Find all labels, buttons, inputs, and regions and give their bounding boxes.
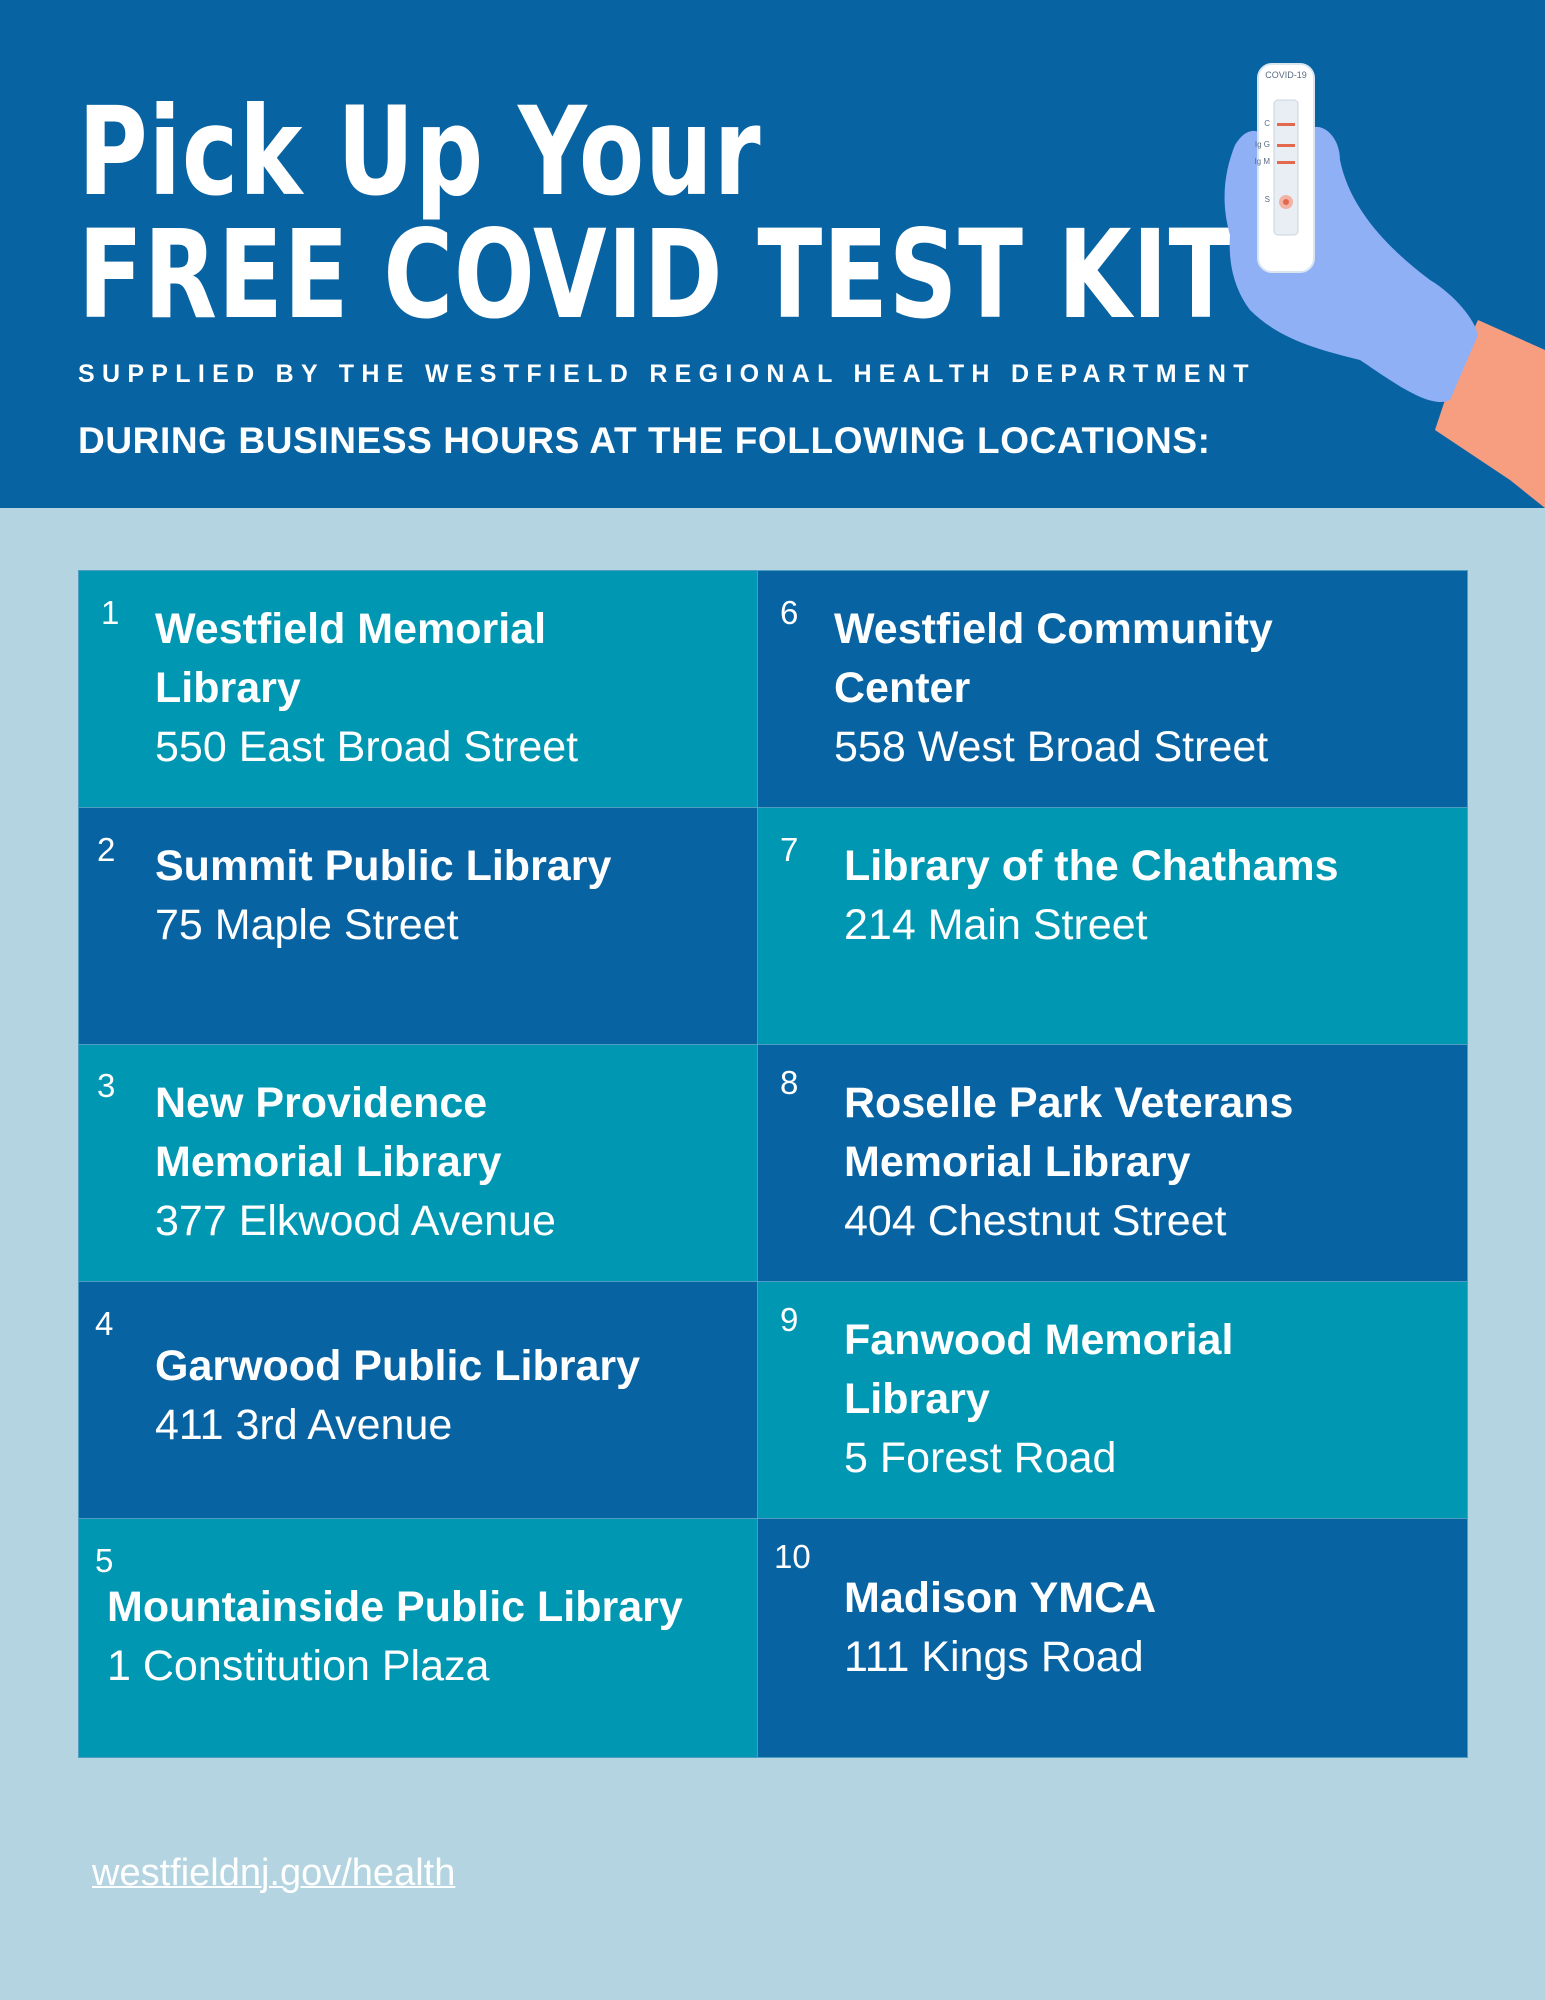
location-address: 558 West Broad Street <box>834 723 1269 771</box>
location-name-line1: Garwood Public Library <box>155 1342 641 1390</box>
location-address: 5 Forest Road <box>844 1434 1117 1482</box>
location-name-line2: Library <box>844 1375 990 1423</box>
location-card-7 <box>757 807 1468 1045</box>
location-number: 2 <box>97 831 116 868</box>
location-address: 377 Elkwood Avenue <box>155 1197 556 1245</box>
location-address: 404 Chestnut Street <box>844 1197 1227 1245</box>
location-address: 1 Constitution Plaza <box>107 1642 490 1690</box>
health-website-link[interactable]: westfieldnj.gov/health <box>92 1852 456 1894</box>
location-number: 6 <box>780 594 799 631</box>
location-name-line1: Roselle Park Veterans <box>844 1079 1294 1127</box>
location-card-1 <box>78 570 758 808</box>
location-name-line2: Memorial Library <box>155 1138 502 1186</box>
location-card-10 <box>757 1518 1468 1758</box>
supplied-by-text: SUPPLIED BY THE WESTFIELD REGIONAL HEALTH DEPARTMENT <box>78 360 1256 388</box>
svg-text:S: S <box>1264 195 1270 204</box>
cassette-label: COVID-19 <box>1265 70 1307 80</box>
location-number: 3 <box>97 1067 116 1104</box>
location-name-line1: New Providence <box>155 1079 488 1127</box>
hand-holding-test-kit-icon <box>1190 50 1545 508</box>
location-name-line1: Westfield Community <box>834 605 1273 653</box>
svg-text:Ig M: Ig M <box>1254 157 1270 166</box>
business-hours-text: DURING BUSINESS HOURS AT THE FOLLOWING LOCATIONS: <box>78 420 1211 461</box>
location-number: 8 <box>780 1064 799 1101</box>
location-name-line1: Mountainside Public Library <box>107 1583 683 1631</box>
location-card-9 <box>757 1281 1468 1519</box>
page-title-line2: FREE COVID TEST KIT <box>78 204 1235 346</box>
location-name-line2: Center <box>834 664 971 712</box>
location-address: 411 3rd Avenue <box>155 1401 453 1449</box>
location-number: 7 <box>780 831 799 868</box>
location-card-3 <box>78 1044 758 1282</box>
location-name-line2: Library <box>155 664 301 712</box>
location-address: 550 East Broad Street <box>155 723 579 771</box>
location-address: 111 Kings Road <box>844 1633 1144 1681</box>
location-name-line2: Memorial Library <box>844 1138 1191 1186</box>
page-title-line1: Pick Up Your <box>78 81 762 223</box>
svg-text:C: C <box>1264 119 1270 128</box>
location-card-4 <box>78 1281 758 1519</box>
location-address: 75 Maple Street <box>155 901 459 949</box>
locations-grid <box>78 570 1468 1758</box>
location-card-5 <box>78 1518 758 1758</box>
location-number: 5 <box>95 1542 114 1579</box>
location-name-line1: Westfield Memorial <box>155 605 547 653</box>
location-name-line1: Fanwood Memorial <box>844 1316 1234 1364</box>
location-name-line1: Summit Public Library <box>155 842 612 890</box>
location-number: 4 <box>95 1305 114 1342</box>
location-card-2 <box>78 807 758 1045</box>
header-banner <box>0 0 1545 508</box>
location-card-6 <box>757 570 1468 808</box>
location-address: 214 Main Street <box>844 901 1148 949</box>
location-name-line1: Library of the Chathams <box>844 842 1339 890</box>
location-card-8 <box>757 1044 1468 1282</box>
location-number: 10 <box>774 1538 811 1575</box>
svg-text:Ig G: Ig G <box>1254 140 1270 149</box>
location-number: 1 <box>101 594 120 631</box>
location-name-line1: Madison YMCA <box>844 1574 1157 1622</box>
location-number: 9 <box>780 1301 799 1338</box>
